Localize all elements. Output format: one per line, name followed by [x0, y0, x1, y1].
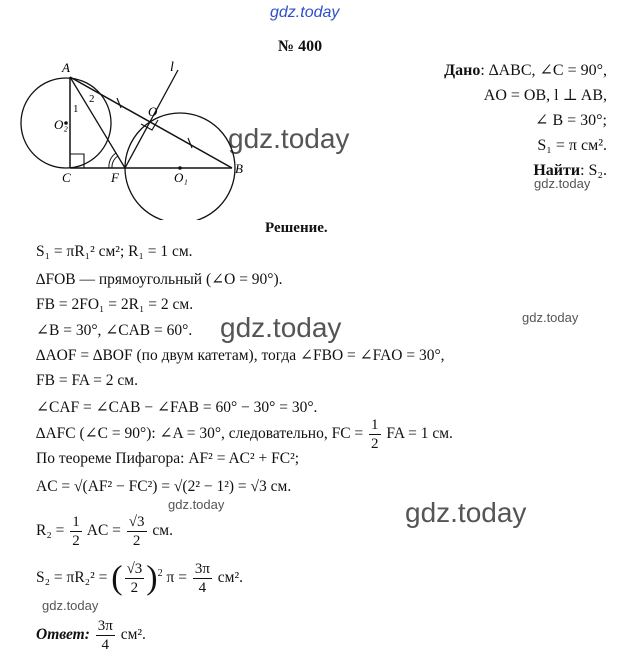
watermark-lower-small: gdz.today — [168, 497, 225, 512]
watermark-bottom-left: gdz.today — [42, 598, 99, 613]
s2-unit: см². — [217, 569, 243, 587]
label-o2: O₂ — [54, 117, 68, 132]
fraction-sqrt3-2: $\frac{√3}{2}$ — [128, 514, 145, 549]
line-8-tail: FA = 1 см. — [386, 425, 453, 443]
solution-line-2: ∆FOB — прямоугольный (∠O = 90°). — [36, 271, 283, 288]
solution-heading: Решение. — [265, 220, 328, 236]
solution-line-8 — [36, 416, 453, 453]
label-c: C — [62, 170, 71, 185]
geometry-figure — [0, 55, 270, 220]
given-line-4: S₁ = π см². — [537, 137, 607, 154]
solution-line-10: AC = √(AF² − FC²) = √(2² − 1²) = √3 см. — [36, 478, 292, 495]
label-angle-1: 1 — [73, 103, 79, 115]
fraction-half: $\frac{1}{2}$ — [371, 417, 379, 452]
r2-unit: см. — [152, 522, 173, 540]
given-line-2: AO = OB, l ⊥ AB, — [483, 87, 607, 104]
label-l: l — [170, 60, 174, 75]
solution-line-12: S₂ = πR₂² = ( $\frac{√3}{2}$ )$^2$ π = $\frac{3\pi}{4}$ см². — [36, 559, 243, 597]
problem-number: № 400 — [278, 38, 323, 55]
s2-mid: π = — [166, 569, 187, 587]
label-o1: O₁ — [174, 170, 188, 185]
r2-mid: AC = — [86, 522, 121, 540]
solution-line-9: По теореме Пифагора: AF² = AC² + FC²; — [36, 450, 300, 467]
given-line-3: ∠ B = 30°; — [535, 112, 607, 129]
label-angle-2: 2 — [89, 93, 95, 105]
answer-unit: см². — [120, 626, 146, 644]
solution-line-6: FB = FA = 2 см. — [36, 372, 138, 389]
solution-line-4: ∠B = 30°, ∠CAB = 60°. — [36, 322, 193, 339]
label-b: B — [235, 161, 243, 176]
s2-prefix: S₂ = πR₂² = — [36, 569, 108, 587]
find-label: Найти — [533, 162, 581, 179]
watermark-mid-small: gdz.today — [522, 310, 579, 325]
label-o: O — [148, 104, 158, 119]
answer-label: Ответ: — [36, 626, 90, 644]
watermark-top: gdz.today — [270, 4, 340, 21]
watermark-figure: gdz.today — [228, 123, 350, 154]
solution-line-3: FB = 2FO₁ = 2R₁ = 2 см. — [36, 296, 194, 313]
r2-prefix: R₂ = — [36, 522, 65, 540]
given-label: Дано — [444, 62, 481, 79]
fraction-3pi-4: $\frac{3\pi}{4}$ — [194, 561, 210, 596]
solution-line-1: S₁ = πR₁² см²; R₁ = 1 см. — [36, 243, 193, 260]
solution-line-5: ∆AOF = ∆BOF (по двум катетам), тогда ∠FBO = ∠FAO = 30°, — [36, 347, 445, 364]
solution-line-7: ∠CAF = ∠CAB − ∠FAB = 60° − 30° = 30°. — [36, 399, 318, 416]
watermark-given: gdz.today — [534, 176, 591, 191]
given-line-1: : ∆ABC, ∠C = 90°, — [480, 62, 607, 79]
watermark-mid-big: gdz.today — [220, 312, 342, 343]
watermark-lower-big: gdz.today — [405, 497, 527, 528]
solution-line-11 — [36, 513, 173, 550]
fraction-half-2: $\frac{1}{2}$ — [72, 514, 80, 549]
line-8-text: ∆AFC (∠C = 90°): ∠A = 30°, следовательно, FC = — [36, 425, 364, 443]
find-value: : S₂. — [580, 162, 607, 179]
label-f: F — [111, 170, 119, 185]
fraction-sqrt3-2-sq: $\frac{√3}{2}$ — [126, 561, 143, 596]
answer-fraction: $\frac{3\pi}{4}$ — [97, 618, 113, 653]
segment-ab — [70, 77, 232, 168]
line-l — [125, 70, 178, 168]
label-a: A — [62, 60, 70, 75]
answer-line — [36, 617, 146, 654]
given-block — [444, 58, 607, 183]
